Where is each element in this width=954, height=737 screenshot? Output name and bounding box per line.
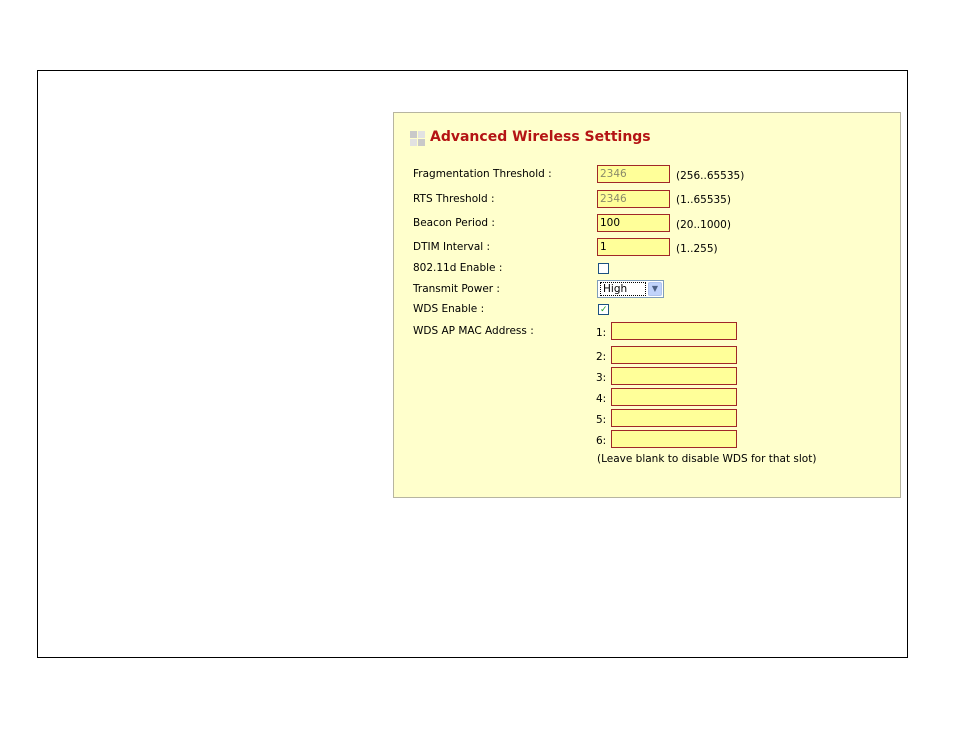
mac-slot-1-input[interactable] <box>611 322 737 340</box>
dot11d-enable-label: 802.11d Enable : <box>413 262 503 274</box>
transmit-power-value: High <box>600 282 646 296</box>
beacon-period-label: Beacon Period : <box>413 217 495 229</box>
dot11d-enable-checkbox[interactable] <box>598 263 609 274</box>
beacon-period-input[interactable] <box>597 214 670 232</box>
mac-slot-3-input[interactable] <box>611 367 737 385</box>
checkmark-icon: ✓ <box>600 305 608 315</box>
mac-slot-5-input[interactable] <box>611 409 737 427</box>
dtim-interval-label: DTIM Interval : <box>413 241 491 253</box>
mac-slot-4-input[interactable] <box>611 388 737 406</box>
wds-enable-checkbox[interactable] <box>598 304 609 315</box>
mac-slot-number: 3: <box>596 372 607 384</box>
wds-mac-label: WDS AP MAC Address : <box>413 325 534 337</box>
mac-slot-6-input[interactable] <box>611 430 737 448</box>
frag-threshold-label: Fragmentation Threshold : <box>413 168 552 180</box>
rts-threshold-range: (1..65535) <box>676 194 731 206</box>
transmit-power-select[interactable] <box>597 280 664 298</box>
settings-grid-icon <box>410 131 426 147</box>
mac-slot-number: 6: <box>596 435 607 447</box>
wds-note: (Leave blank to disable WDS for that slot) <box>597 453 817 465</box>
beacon-period-range: (20..1000) <box>676 219 731 231</box>
dtim-interval-input[interactable] <box>597 238 670 256</box>
mac-slot-number: 4: <box>596 393 607 405</box>
mac-slot-2-input[interactable] <box>611 346 737 364</box>
rts-threshold-label: RTS Threshold : <box>413 193 495 205</box>
chevron-down-icon[interactable]: ▼ <box>648 282 662 296</box>
mac-slot-number: 2: <box>596 351 607 363</box>
panel-title: Advanced Wireless Settings <box>430 129 651 145</box>
rts-threshold-input[interactable] <box>597 190 670 208</box>
wds-enable-label: WDS Enable : <box>413 303 485 315</box>
frag-threshold-range: (256..65535) <box>676 170 745 182</box>
dtim-interval-range: (1..255) <box>676 243 718 255</box>
mac-slot-number: 5: <box>596 414 607 426</box>
mac-slot-number: 1: <box>596 327 607 339</box>
frag-threshold-input[interactable] <box>597 165 670 183</box>
transmit-power-label: Transmit Power : <box>413 283 500 295</box>
